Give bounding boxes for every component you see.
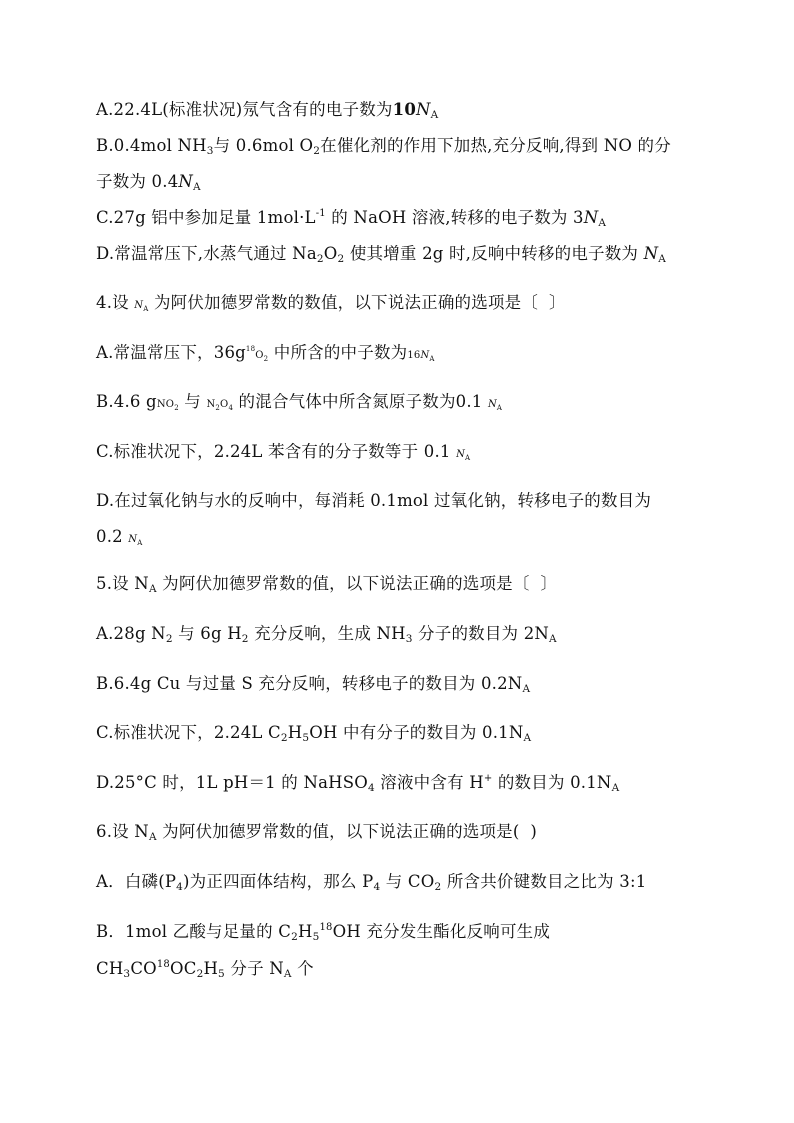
q6-option-b-cont: $CH_3CO^{18}OC_2H_5$ 分子 $N_A$ 个 [96,959,314,980]
q5-option-c: C.标准状况下，2.24L $C_2H_5OH$ 中有分子的数目为 $0.1N_A$ [96,723,532,744]
q3-option-d: D.常温常压下,水蒸气通过 $Na_2O_2$ 使其增重 2g 时,反响中转移的电子数为 $N_A$ [96,244,666,265]
q5-stem: 5.设 $N_A$ 为阿伏加德罗常数的值，以下说法正确的选项是〔 〕 [96,574,558,595]
q3-option-a-text: A.22.4L(标准状况)氖气含有的电子数为$10N_A$ [96,100,439,121]
q4-option-c: C.标准状况下，2.24L 苯含有的分子数等于 0.1 $N_A$ [96,442,471,462]
q6-stem: 6.设 $N_A$ 为阿伏加德罗常数的值，以下说法正确的选项是( ) [96,822,538,843]
q5-option-b: B.6.4g Cu 与过量 S 充分反响，转移电子的数目为 $0.2N_A$ [96,674,531,695]
q6-option-a: A．白磷$(P_4)$为正四面体结构，那么 $P_4$ 与 $CO_2$ 所含共价键数目之比为 3:1 [96,872,647,893]
q4-option-b: B.4.6 gNO$_2$ 与 $N_2O_4$ 的混合气体中所含氮原子数为0.1 $N_A$ [96,392,503,412]
q3-option-c: C.27g 铝中参加足量 $1mol\cdot L^{-1}$ 的 NaOH 溶液,转移的电子数为 $3N_A$ [96,208,607,229]
q5-option-d: D.25°C 时，1L pH＝1 的 NaHSO$_4$ 溶液中含有 H+ 的数目为 $0.1N_A$ [96,773,620,794]
q4-stem: 4.设 $N_A$ 为阿伏加德罗常数的数值，以下说法正确的选项是〔 〕 [96,293,566,313]
q6-option-b: B．1mol 乙酸与足量的 $C_2H_5^{18}OH$ 充分发生酯化反响可生成 [96,922,551,943]
q5-option-a: A.28g $N_2$ 与 6g $H_2$ 充分反响，生成 $NH_3$ 分子的数目为 $2N_A$ [96,624,557,645]
q4-option-a: A.常温常压下，$36g^{18}O_2$ 中所含的中子数为$16N_A$ [96,343,435,363]
q4-option-d-cont: 0.2 $N_A$ [96,527,143,547]
q3-option-b: B.0.4mol $NH_3$与 0.6mol $O_2$在催化剂的作用下加热,充分反响,得到 NO 的分 [96,136,671,157]
q3-option-a [96,99,438,121]
q3-option-b-cont: 子数为 $0.4N_A$ [96,172,201,193]
q4-option-d: D.在过氧化钠与水的反响中，每消耗 0.1mol 过氧化钠，转移电子的数目为 [96,491,652,510]
